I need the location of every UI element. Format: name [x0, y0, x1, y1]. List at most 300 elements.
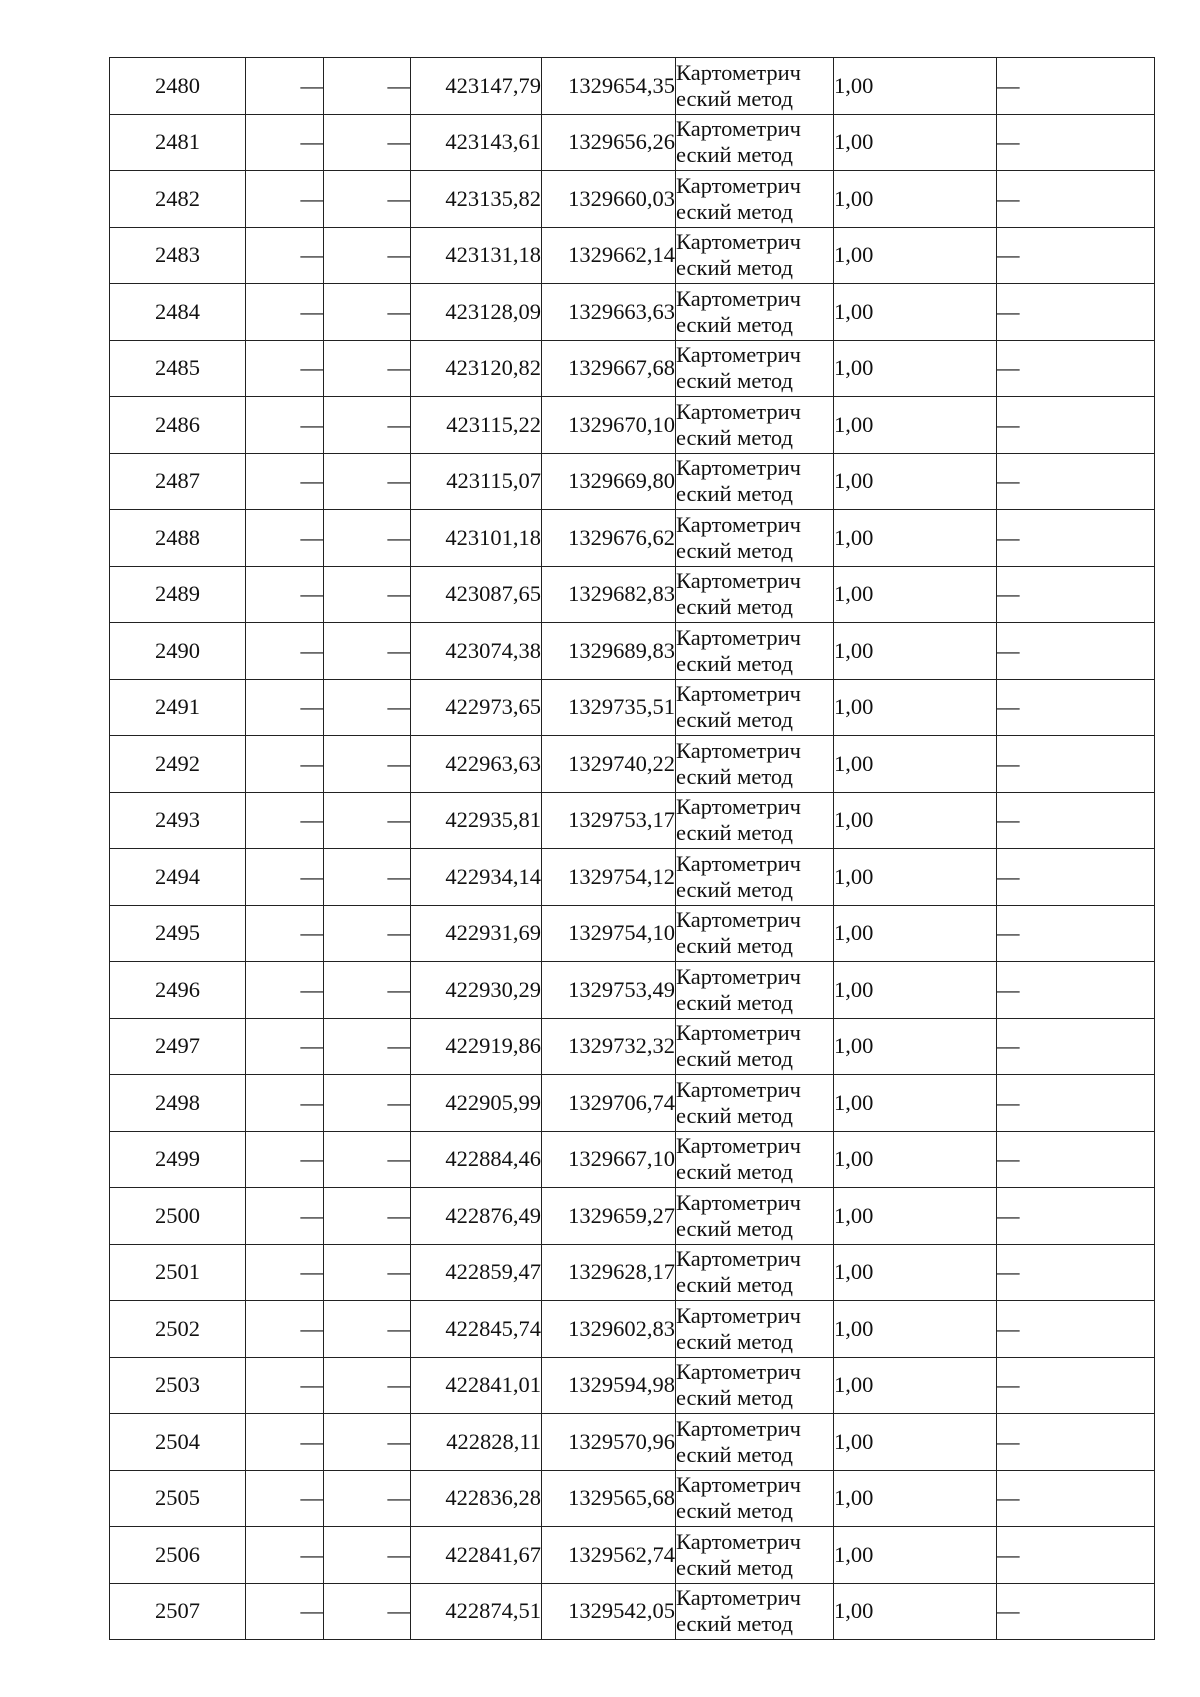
point-number-cell: 2482	[110, 171, 246, 228]
description-cell: —	[997, 905, 1155, 962]
point-number-cell: 2495	[110, 905, 246, 962]
y-coordinate-cell: 1329542,05	[542, 1583, 676, 1640]
accuracy-cell: 1,00	[834, 962, 997, 1019]
x-coordinate-cell: 422876,49	[411, 1188, 542, 1245]
accuracy-cell: 1,00	[834, 1075, 997, 1132]
method-cell	[676, 905, 834, 962]
accuracy-cell: 1,00	[834, 1244, 997, 1301]
method-text-line-2: еский метод	[676, 594, 793, 620]
y-coordinate-cell: 1329732,32	[542, 1018, 676, 1075]
table-row	[110, 1527, 1155, 1584]
method-text-line-2: еский метод	[676, 1102, 793, 1128]
old-x-cell: —	[246, 1075, 324, 1132]
method-cell	[676, 962, 834, 1019]
point-number-cell: 2507	[110, 1583, 246, 1640]
y-coordinate-cell: 1329565,68	[542, 1470, 676, 1527]
y-coordinate-cell: 1329660,03	[542, 171, 676, 228]
old-y-cell: —	[324, 792, 411, 849]
old-y-cell: —	[324, 58, 411, 115]
method-cell	[676, 1018, 834, 1075]
x-coordinate-cell: 423115,07	[411, 453, 542, 510]
point-number-cell: 2502	[110, 1301, 246, 1358]
x-coordinate-cell: 422841,01	[411, 1357, 542, 1414]
table-row	[110, 227, 1155, 284]
description-cell: —	[997, 1414, 1155, 1471]
old-y-cell: —	[324, 1131, 411, 1188]
x-coordinate-cell: 422828,11	[411, 1414, 542, 1471]
method-text-line-2: еский метод	[676, 311, 793, 337]
old-y-cell: —	[324, 905, 411, 962]
accuracy-cell: 1,00	[834, 566, 997, 623]
old-x-cell: —	[246, 58, 324, 115]
method-text-line-1: Картометрич	[676, 59, 801, 85]
description-cell: —	[997, 227, 1155, 284]
x-coordinate-cell: 423115,22	[411, 397, 542, 454]
method-cell	[676, 58, 834, 115]
point-number-cell: 2504	[110, 1414, 246, 1471]
method-cell	[676, 227, 834, 284]
method-text-line-2: еский метод	[676, 424, 793, 450]
table-row	[110, 623, 1155, 680]
table-body	[110, 58, 1155, 1640]
old-x-cell: —	[246, 623, 324, 680]
old-y-cell: —	[324, 171, 411, 228]
method-text-line-1: Картометрич	[676, 963, 801, 989]
accuracy-cell: 1,00	[834, 679, 997, 736]
x-coordinate-cell: 422836,28	[411, 1470, 542, 1527]
method-cell	[676, 1414, 834, 1471]
method-text-line-1: Картометрич	[676, 1415, 801, 1441]
method-text-line-1: Картометрич	[676, 1585, 801, 1611]
y-coordinate-cell: 1329682,83	[542, 566, 676, 623]
method-cell	[676, 1131, 834, 1188]
point-number-cell: 2503	[110, 1357, 246, 1414]
method-text-line-1: Картометрич	[676, 285, 801, 311]
method-cell	[676, 849, 834, 906]
x-coordinate-cell: 422934,14	[411, 849, 542, 906]
description-cell: —	[997, 453, 1155, 510]
method-text-line-1: Картометрич	[676, 1302, 801, 1328]
method-text-line-2: еский метод	[676, 1272, 793, 1298]
method-cell	[676, 1301, 834, 1358]
accuracy-cell: 1,00	[834, 171, 997, 228]
old-x-cell: —	[246, 1414, 324, 1471]
y-coordinate-cell: 1329562,74	[542, 1527, 676, 1584]
x-coordinate-cell: 423135,82	[411, 171, 542, 228]
method-text-line-2: еский метод	[676, 368, 793, 394]
old-x-cell: —	[246, 453, 324, 510]
old-x-cell: —	[246, 792, 324, 849]
old-x-cell: —	[246, 736, 324, 793]
y-coordinate-cell: 1329670,10	[542, 397, 676, 454]
y-coordinate-cell: 1329659,27	[542, 1188, 676, 1245]
description-cell: —	[997, 1301, 1155, 1358]
y-coordinate-cell: 1329654,35	[542, 58, 676, 115]
accuracy-cell: 1,00	[834, 510, 997, 567]
table-row	[110, 453, 1155, 510]
x-coordinate-cell: 422935,81	[411, 792, 542, 849]
method-text-line-2: еский метод	[676, 198, 793, 224]
description-cell: —	[997, 566, 1155, 623]
method-cell	[676, 1075, 834, 1132]
method-cell	[676, 1583, 834, 1640]
old-y-cell: —	[324, 679, 411, 736]
old-x-cell: —	[246, 962, 324, 1019]
old-x-cell: —	[246, 510, 324, 567]
coordinates-table	[109, 57, 1155, 1640]
method-text-line-2: еский метод	[676, 820, 793, 846]
table-row	[110, 1188, 1155, 1245]
method-text-line-2: еский метод	[676, 707, 793, 733]
method-text-line-1: Картометрич	[676, 681, 801, 707]
x-coordinate-cell: 423143,61	[411, 114, 542, 171]
table-row	[110, 962, 1155, 1019]
y-coordinate-cell: 1329754,12	[542, 849, 676, 906]
x-coordinate-cell: 422930,29	[411, 962, 542, 1019]
description-cell: —	[997, 849, 1155, 906]
method-text-line-2: еский метод	[676, 876, 793, 902]
table-row	[110, 1414, 1155, 1471]
method-text-line-1: Картометрич	[676, 794, 801, 820]
accuracy-cell: 1,00	[834, 397, 997, 454]
y-coordinate-cell: 1329594,98	[542, 1357, 676, 1414]
old-y-cell: —	[324, 227, 411, 284]
method-text-line-2: еский метод	[676, 763, 793, 789]
old-x-cell: —	[246, 905, 324, 962]
method-text-line-1: Картометрич	[676, 737, 801, 763]
description-cell: —	[997, 623, 1155, 680]
accuracy-cell: 1,00	[834, 1470, 997, 1527]
description-cell: —	[997, 510, 1155, 567]
point-number-cell: 2488	[110, 510, 246, 567]
old-y-cell: —	[324, 1018, 411, 1075]
table-row	[110, 1470, 1155, 1527]
method-text-line-1: Картометрич	[676, 172, 801, 198]
old-x-cell: —	[246, 1357, 324, 1414]
y-coordinate-cell: 1329663,63	[542, 284, 676, 341]
method-cell	[676, 623, 834, 680]
method-text-line-1: Картометрич	[676, 1528, 801, 1554]
method-text-line-2: еский метод	[676, 255, 793, 281]
x-coordinate-cell: 423120,82	[411, 340, 542, 397]
accuracy-cell: 1,00	[834, 453, 997, 510]
method-text-line-1: Картометрич	[676, 1189, 801, 1215]
description-cell: —	[997, 962, 1155, 1019]
description-cell: —	[997, 1583, 1155, 1640]
x-coordinate-cell: 423101,18	[411, 510, 542, 567]
method-text-line-2: еский метод	[676, 933, 793, 959]
point-number-cell: 2499	[110, 1131, 246, 1188]
description-cell: —	[997, 1075, 1155, 1132]
y-coordinate-cell: 1329656,26	[542, 114, 676, 171]
point-number-cell: 2486	[110, 397, 246, 454]
method-text-line-1: Картометрич	[676, 1133, 801, 1159]
method-cell	[676, 1527, 834, 1584]
description-cell: —	[997, 1527, 1155, 1584]
method-text-line-1: Картометрич	[676, 116, 801, 142]
old-x-cell: —	[246, 340, 324, 397]
method-cell	[676, 792, 834, 849]
accuracy-cell: 1,00	[834, 623, 997, 680]
x-coordinate-cell: 422874,51	[411, 1583, 542, 1640]
x-coordinate-cell: 423147,79	[411, 58, 542, 115]
old-y-cell: —	[324, 736, 411, 793]
old-y-cell: —	[324, 566, 411, 623]
method-text-line-2: еский метод	[676, 1385, 793, 1411]
table-row	[110, 1131, 1155, 1188]
method-text-line-2: еский метод	[676, 537, 793, 563]
method-cell	[676, 736, 834, 793]
method-cell	[676, 1470, 834, 1527]
old-y-cell: —	[324, 1527, 411, 1584]
method-text-line-1: Картометрич	[676, 850, 801, 876]
accuracy-cell: 1,00	[834, 1414, 997, 1471]
y-coordinate-cell: 1329628,17	[542, 1244, 676, 1301]
method-cell	[676, 1244, 834, 1301]
x-coordinate-cell: 422845,74	[411, 1301, 542, 1358]
old-y-cell: —	[324, 397, 411, 454]
accuracy-cell: 1,00	[834, 227, 997, 284]
old-y-cell: —	[324, 1414, 411, 1471]
point-number-cell: 2484	[110, 284, 246, 341]
table-row	[110, 1301, 1155, 1358]
method-cell	[676, 566, 834, 623]
method-text-line-2: еский метод	[676, 85, 793, 111]
old-y-cell: —	[324, 340, 411, 397]
description-cell: —	[997, 1018, 1155, 1075]
table-row	[110, 171, 1155, 228]
method-text-line-2: еский метод	[676, 1611, 793, 1637]
old-y-cell: —	[324, 849, 411, 906]
x-coordinate-cell: 422859,47	[411, 1244, 542, 1301]
method-text-line-2: еский метод	[676, 1328, 793, 1354]
point-number-cell: 2485	[110, 340, 246, 397]
description-cell: —	[997, 340, 1155, 397]
accuracy-cell: 1,00	[834, 1357, 997, 1414]
old-x-cell: —	[246, 227, 324, 284]
point-number-cell: 2483	[110, 227, 246, 284]
table-row	[110, 1357, 1155, 1414]
point-number-cell: 2487	[110, 453, 246, 510]
x-coordinate-cell: 422884,46	[411, 1131, 542, 1188]
point-number-cell: 2489	[110, 566, 246, 623]
y-coordinate-cell: 1329689,83	[542, 623, 676, 680]
old-y-cell: —	[324, 623, 411, 680]
accuracy-cell: 1,00	[834, 1018, 997, 1075]
point-number-cell: 2498	[110, 1075, 246, 1132]
y-coordinate-cell: 1329754,10	[542, 905, 676, 962]
method-cell	[676, 679, 834, 736]
x-coordinate-cell: 422973,65	[411, 679, 542, 736]
method-text-line-1: Картометрич	[676, 1359, 801, 1385]
method-text-line-1: Картометрич	[676, 455, 801, 481]
x-coordinate-cell: 423131,18	[411, 227, 542, 284]
table-row	[110, 284, 1155, 341]
old-y-cell: —	[324, 1301, 411, 1358]
table-row	[110, 1244, 1155, 1301]
table-row	[110, 679, 1155, 736]
y-coordinate-cell: 1329662,14	[542, 227, 676, 284]
y-coordinate-cell: 1329706,74	[542, 1075, 676, 1132]
description-cell: —	[997, 1244, 1155, 1301]
method-text-line-2: еский метод	[676, 1046, 793, 1072]
old-x-cell: —	[246, 1583, 324, 1640]
point-number-cell: 2500	[110, 1188, 246, 1245]
method-text-line-2: еский метод	[676, 481, 793, 507]
description-cell: —	[997, 114, 1155, 171]
method-cell	[676, 114, 834, 171]
method-text-line-2: еский метод	[676, 650, 793, 676]
old-x-cell: —	[246, 171, 324, 228]
description-cell: —	[997, 397, 1155, 454]
y-coordinate-cell: 1329676,62	[542, 510, 676, 567]
old-y-cell: —	[324, 1188, 411, 1245]
old-x-cell: —	[246, 1527, 324, 1584]
method-cell	[676, 1188, 834, 1245]
point-number-cell: 2501	[110, 1244, 246, 1301]
y-coordinate-cell: 1329669,80	[542, 453, 676, 510]
accuracy-cell: 1,00	[834, 736, 997, 793]
method-text-line-2: еский метод	[676, 1441, 793, 1467]
old-x-cell: —	[246, 1018, 324, 1075]
table-row	[110, 510, 1155, 567]
description-cell: —	[997, 284, 1155, 341]
y-coordinate-cell: 1329753,49	[542, 962, 676, 1019]
point-number-cell: 2497	[110, 1018, 246, 1075]
method-text-line-1: Картометрич	[676, 398, 801, 424]
old-x-cell: —	[246, 566, 324, 623]
y-coordinate-cell: 1329570,96	[542, 1414, 676, 1471]
old-y-cell: —	[324, 510, 411, 567]
x-coordinate-cell: 422919,86	[411, 1018, 542, 1075]
method-text-line-2: еский метод	[676, 1159, 793, 1185]
y-coordinate-cell: 1329667,10	[542, 1131, 676, 1188]
method-text-line-1: Картометрич	[676, 511, 801, 537]
old-y-cell: —	[324, 962, 411, 1019]
table-row	[110, 566, 1155, 623]
point-number-cell: 2492	[110, 736, 246, 793]
accuracy-cell: 1,00	[834, 58, 997, 115]
x-coordinate-cell: 422841,67	[411, 1527, 542, 1584]
method-text-line-1: Картометрич	[676, 1076, 801, 1102]
x-coordinate-cell: 423074,38	[411, 623, 542, 680]
method-cell	[676, 340, 834, 397]
description-cell: —	[997, 58, 1155, 115]
method-text-line-1: Картометрич	[676, 342, 801, 368]
accuracy-cell: 1,00	[834, 1131, 997, 1188]
point-number-cell: 2496	[110, 962, 246, 1019]
point-number-cell: 2493	[110, 792, 246, 849]
accuracy-cell: 1,00	[834, 114, 997, 171]
method-text-line-1: Картометрич	[676, 568, 801, 594]
description-cell: —	[997, 1470, 1155, 1527]
old-x-cell: —	[246, 397, 324, 454]
table-row	[110, 905, 1155, 962]
x-coordinate-cell: 422905,99	[411, 1075, 542, 1132]
old-x-cell: —	[246, 284, 324, 341]
method-cell	[676, 453, 834, 510]
method-text-line-2: еский метод	[676, 1554, 793, 1580]
method-text-line-1: Картометрич	[676, 907, 801, 933]
method-text-line-2: еский метод	[676, 1215, 793, 1241]
accuracy-cell: 1,00	[834, 1583, 997, 1640]
description-cell: —	[997, 792, 1155, 849]
method-cell	[676, 284, 834, 341]
y-coordinate-cell: 1329735,51	[542, 679, 676, 736]
old-y-cell: —	[324, 1470, 411, 1527]
table-row	[110, 397, 1155, 454]
accuracy-cell: 1,00	[834, 1301, 997, 1358]
old-x-cell: —	[246, 1301, 324, 1358]
old-y-cell: —	[324, 114, 411, 171]
method-cell	[676, 1357, 834, 1414]
x-coordinate-cell: 423087,65	[411, 566, 542, 623]
table-row	[110, 340, 1155, 397]
y-coordinate-cell: 1329602,83	[542, 1301, 676, 1358]
old-x-cell: —	[246, 1244, 324, 1301]
point-number-cell: 2494	[110, 849, 246, 906]
old-x-cell: —	[246, 1470, 324, 1527]
accuracy-cell: 1,00	[834, 1527, 997, 1584]
y-coordinate-cell: 1329753,17	[542, 792, 676, 849]
y-coordinate-cell: 1329740,22	[542, 736, 676, 793]
old-x-cell: —	[246, 849, 324, 906]
old-y-cell: —	[324, 453, 411, 510]
point-number-cell: 2480	[110, 58, 246, 115]
old-y-cell: —	[324, 1583, 411, 1640]
description-cell: —	[997, 1357, 1155, 1414]
description-cell: —	[997, 679, 1155, 736]
description-cell: —	[997, 171, 1155, 228]
table-row	[110, 736, 1155, 793]
point-number-cell: 2481	[110, 114, 246, 171]
method-cell	[676, 171, 834, 228]
old-y-cell: —	[324, 1075, 411, 1132]
table-row	[110, 792, 1155, 849]
method-text-line-1: Картометрич	[676, 229, 801, 255]
accuracy-cell: 1,00	[834, 849, 997, 906]
accuracy-cell: 1,00	[834, 1188, 997, 1245]
table-row	[110, 849, 1155, 906]
method-text-line-2: еский метод	[676, 1498, 793, 1524]
accuracy-cell: 1,00	[834, 792, 997, 849]
y-coordinate-cell: 1329667,68	[542, 340, 676, 397]
table-row	[110, 58, 1155, 115]
old-y-cell: —	[324, 284, 411, 341]
method-text-line-1: Картометрич	[676, 1020, 801, 1046]
table-row	[110, 114, 1155, 171]
method-cell	[676, 397, 834, 454]
description-cell: —	[997, 1131, 1155, 1188]
point-number-cell: 2506	[110, 1527, 246, 1584]
x-coordinate-cell: 422931,69	[411, 905, 542, 962]
old-x-cell: —	[246, 114, 324, 171]
x-coordinate-cell: 423128,09	[411, 284, 542, 341]
point-number-cell: 2491	[110, 679, 246, 736]
description-cell: —	[997, 736, 1155, 793]
method-text-line-1: Картометрич	[676, 1246, 801, 1272]
method-text-line-1: Картометрич	[676, 624, 801, 650]
description-cell: —	[997, 1188, 1155, 1245]
old-x-cell: —	[246, 1131, 324, 1188]
method-text-line-2: еский метод	[676, 989, 793, 1015]
old-y-cell: —	[324, 1357, 411, 1414]
table-row	[110, 1583, 1155, 1640]
method-cell	[676, 510, 834, 567]
table-row	[110, 1018, 1155, 1075]
x-coordinate-cell: 422963,63	[411, 736, 542, 793]
method-text-line-1: Картометрич	[676, 1472, 801, 1498]
